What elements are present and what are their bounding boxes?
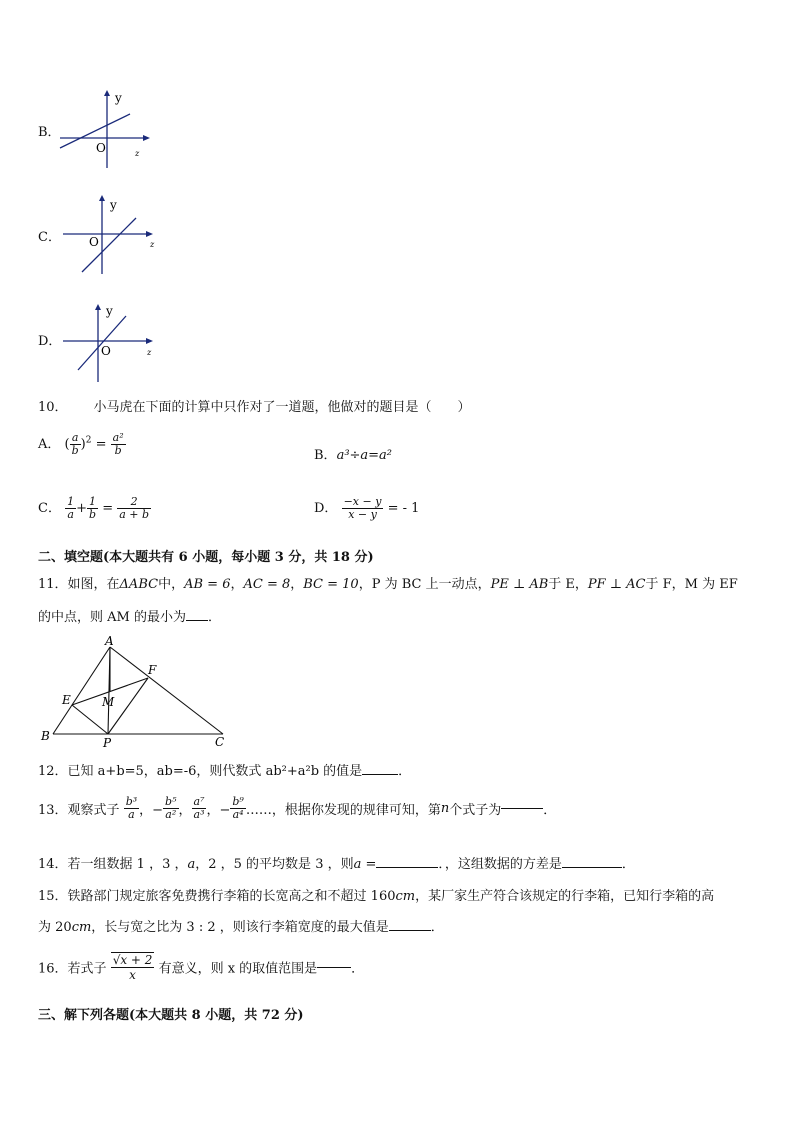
graph-line — [78, 316, 126, 370]
y-label: y — [110, 198, 117, 212]
question-number: 10． — [38, 400, 68, 415]
answer-blank[interactable] — [186, 620, 208, 621]
y-label: y — [106, 304, 113, 318]
q10-option-c: C． $\frac{1}{a}$ + $\frac{1}{b}$ = $\frac{2}{a + b}$ — [38, 495, 150, 521]
q10-option-d: D． $\frac{-x - y}{x - y}$ = - 1 — [314, 495, 420, 521]
graph-option-b — [55, 88, 155, 173]
origin-label: O — [96, 141, 106, 155]
graph-option-c — [58, 192, 158, 277]
svg-text:A: A — [105, 634, 114, 648]
side-ac — [110, 647, 223, 734]
triangle-figure — [38, 634, 238, 749]
question-14: 14．若一组数据 1 ，3 ，a，2 ，5 的平均数是 3 ，则a = ．，这组数据的方差是 ． — [38, 857, 635, 872]
x-axis-arrow — [146, 338, 153, 344]
answer-blank-variance[interactable] — [562, 867, 622, 868]
x-axis-arrow — [143, 135, 150, 141]
question-11-line1: 11．如图，在ΔABC中，AB = 6，AC = 8，BC = 10，P 为 BC 上一动点，PE ⊥ AB于 E，PF ⊥ AC于 F，M 为 EF — [38, 577, 738, 592]
svg-text:E: E — [62, 693, 71, 707]
question-16: 16．若式子 $\frac{√x + 2}{x}$ 有意义，则 x 的取值范围是 ． — [38, 953, 365, 982]
y-axis-arrow — [95, 304, 101, 310]
option-c-label: C． — [38, 230, 61, 245]
q10-option-a: A． ( $\frac{a}{b}$ )$^2$ = $\frac{\text{a²}}{b}$ — [38, 431, 124, 457]
x-label: z — [150, 240, 155, 249]
q10-option-b: B．a³÷a=a² — [314, 448, 393, 463]
question-15-line2: 为 20cm，长与宽之比为 3 : 2 ，则该行李箱宽度的最大值是 ． — [38, 920, 444, 935]
question-15-line1: 15．铁路部门规定旅客免费携行李箱的长宽高之和不超过 160cm，某厂家生产符合该规定的行李箱，已知行李箱的高 — [38, 889, 715, 904]
svg-text:F: F — [148, 663, 157, 677]
answer-blank[interactable] — [317, 967, 351, 968]
origin-label: O — [89, 235, 99, 249]
option-b-label: B． — [38, 125, 61, 140]
section-3-heading: 三、解下列各题(本大题共 8 小题，共 72 分) — [38, 1008, 304, 1023]
question-text: 小马虎在下面的计算中只作对了一道题，他做对的题目是（ ） — [93, 400, 471, 415]
y-axis-arrow — [104, 90, 110, 96]
section-2-heading: 二、填空题(本大题共有 6 小题，每小题 3 分，共 18 分) — [38, 550, 374, 565]
answer-blank[interactable] — [501, 808, 543, 809]
graph-option-d — [58, 300, 158, 385]
graph-line — [60, 114, 130, 148]
question-11-line2: 的中点，则 AM 的最小为 ． — [38, 610, 221, 625]
y-axis-arrow — [99, 195, 105, 201]
svg-text:M: M — [102, 695, 115, 709]
option-d-label: D． — [38, 334, 62, 349]
answer-blank-a[interactable] — [376, 867, 438, 868]
x-label: z — [147, 348, 152, 357]
side-ab — [53, 647, 110, 734]
answer-blank[interactable] — [362, 774, 398, 775]
y-label: y — [115, 91, 122, 105]
segment-pe — [72, 705, 108, 734]
question-10 — [38, 396, 471, 415]
answer-blank[interactable] — [389, 930, 431, 931]
x-axis-arrow — [146, 231, 153, 237]
question-13: 13．观察式子 $\frac{\text{b³}}{a}$ ，− $\frac{\text{b⁵}}{\text{a²}}$ ， $\frac{\text{a⁷}}{\text{a³}}$ ，− $\frac{\text{b⁹}}{\text{a⁴}}$ ……，根据你发现的规律可知，第n个式子为 ． — [38, 795, 557, 821]
svg-text:B: B — [41, 729, 50, 743]
question-12: 12．已知 a+b=5，ab=-6，则代数式 ab²+a²b 的值是 ． — [38, 764, 412, 779]
svg-text:C: C — [215, 735, 225, 749]
x-label: z — [135, 149, 140, 158]
origin-label: O — [101, 344, 111, 358]
svg-text:P: P — [103, 736, 112, 749]
